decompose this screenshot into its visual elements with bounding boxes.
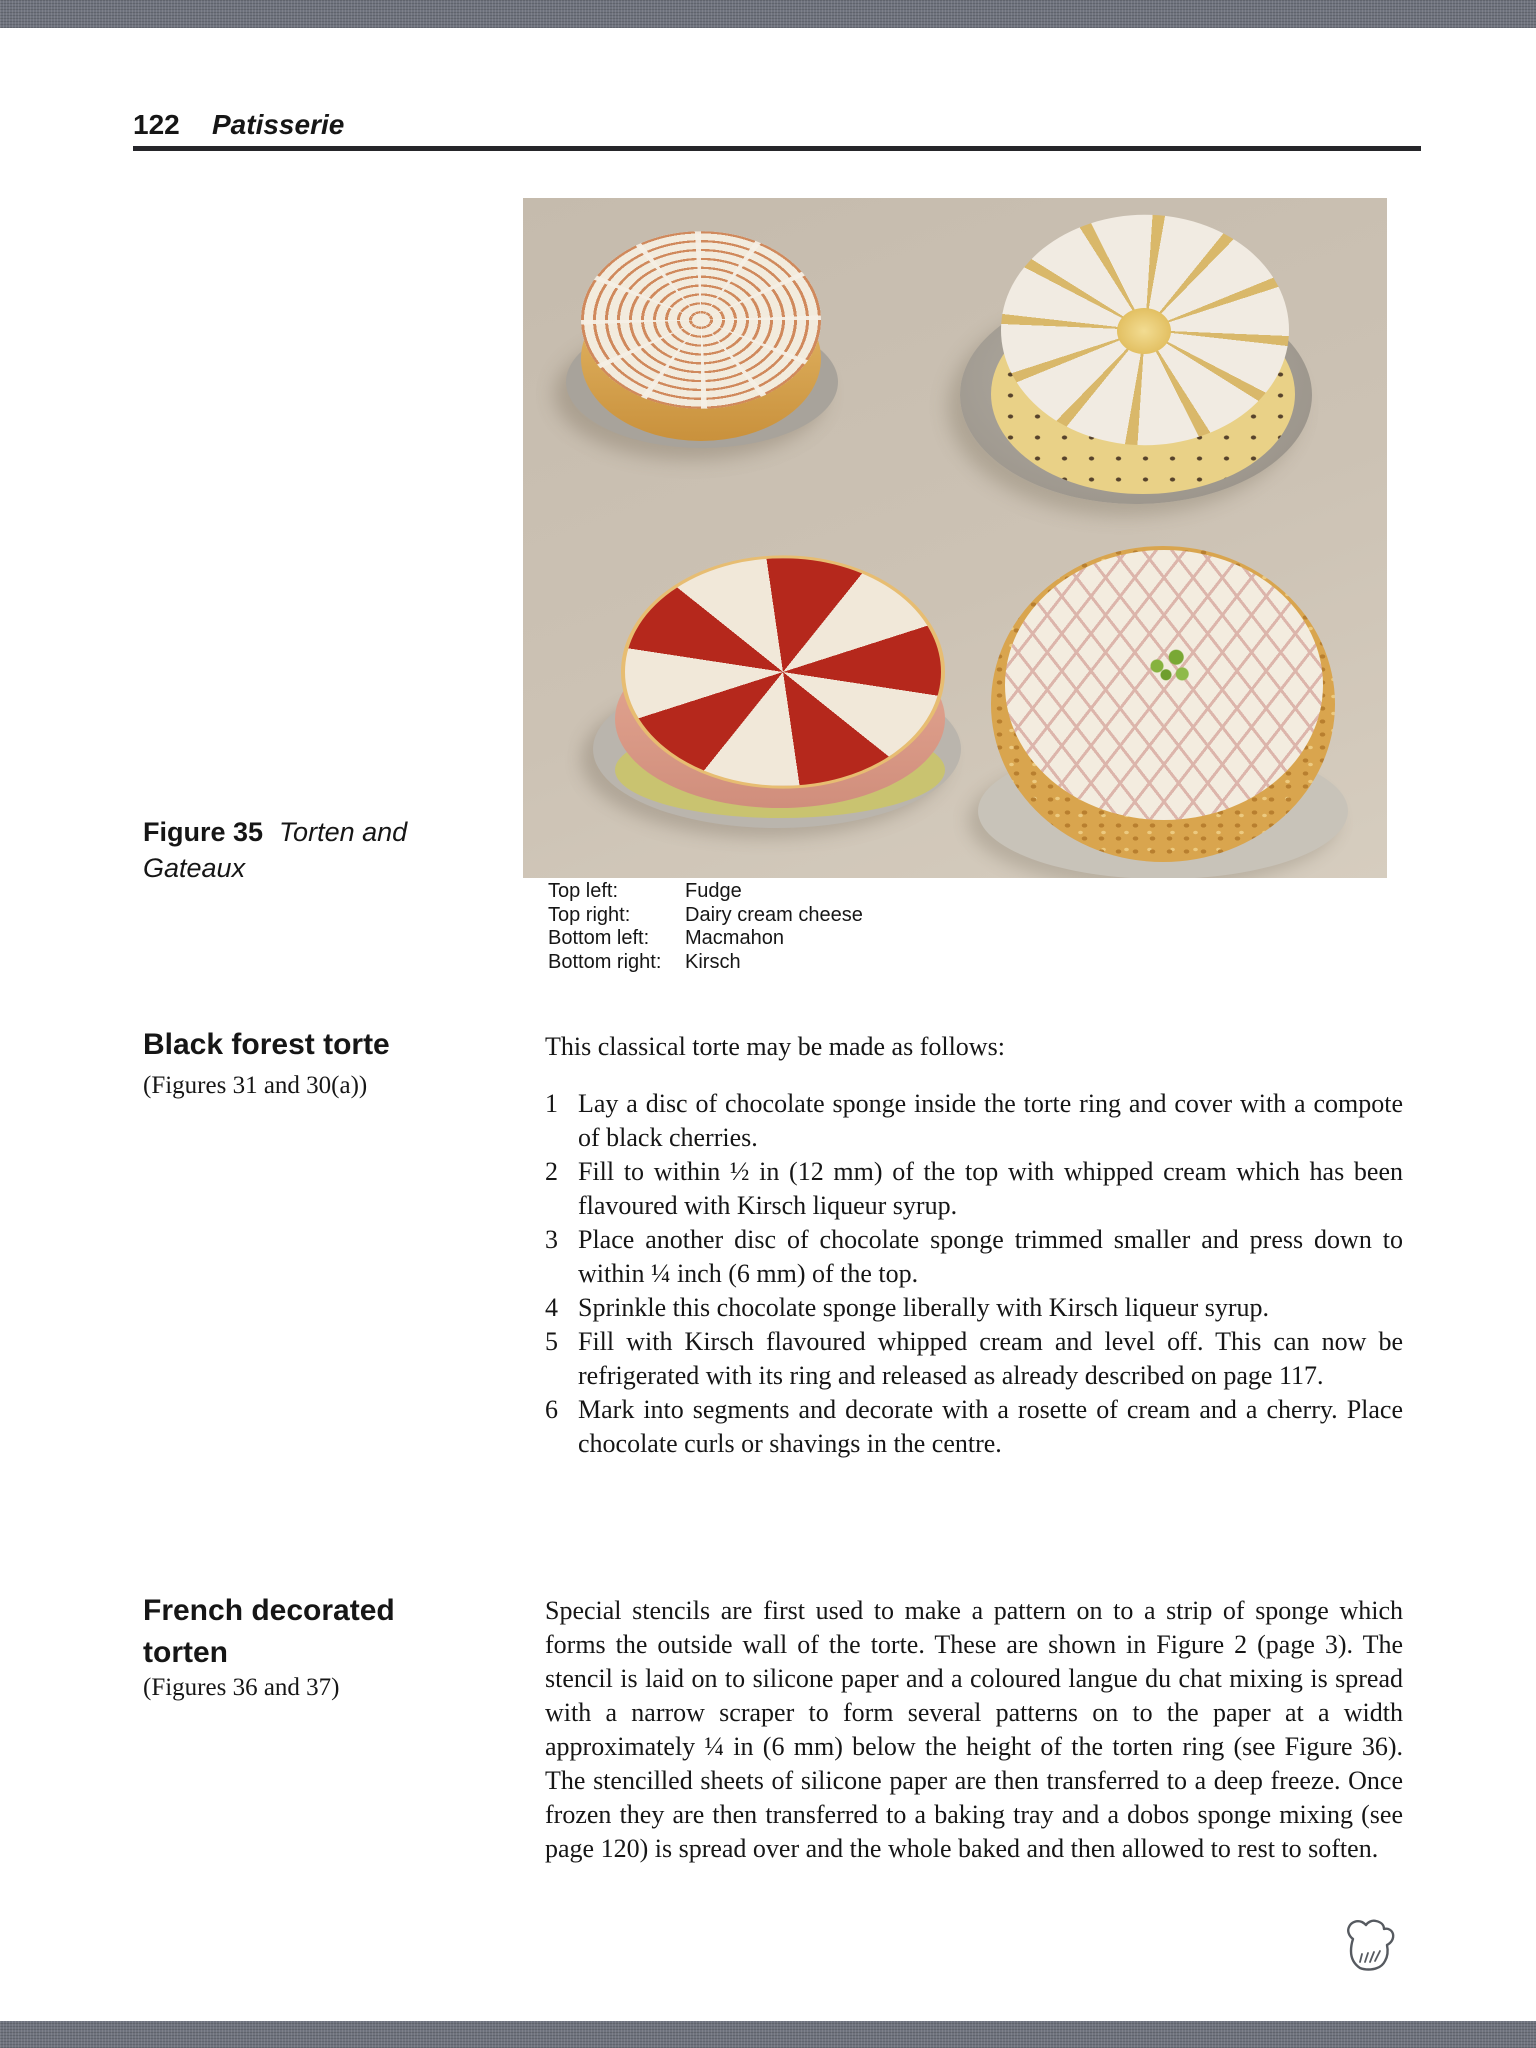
section-body-french-decorated xyxy=(545,1594,1403,1866)
method-step-text: Fill with Kirsch flavoured whipped cream and level off. This can now be refrigerated with its ring and released as already described on page 117. xyxy=(578,1327,1403,1390)
chef-hat-icon xyxy=(1340,1916,1402,1976)
method-step xyxy=(545,1223,1403,1291)
scan-frame-bottom-bar xyxy=(0,2021,1536,2048)
cake-pistachio-garnish xyxy=(1139,644,1199,688)
method-step-number: 1 xyxy=(545,1089,558,1118)
method-step-text: Lay a disc of chocolate sponge inside the torte ring and cover with a compote of black cherries. xyxy=(578,1089,1403,1152)
page-number: 122 xyxy=(133,109,180,140)
section-subheading-figures-36: (Figures 36 and 37) xyxy=(143,1674,340,1701)
method-step-number: 4 xyxy=(545,1293,558,1322)
cake-top-spiral-pattern xyxy=(581,231,821,409)
method-step-text: Fill to within ½ in (12 mm) of the top with whipped cream which has been flavoured with Kirsch liqueur syrup. xyxy=(578,1157,1403,1220)
section-body-black-forest xyxy=(545,1030,1403,1461)
black-forest-steps xyxy=(545,1087,1403,1461)
black-forest-intro: This classical torte may be made as follows: xyxy=(545,1032,1005,1061)
french-decorated-paragraph: Special stencils are first used to make a pattern on to a strip of sponge which forms the outside wall of the torte. These are shown in Figure 2 (page 3). The stencil is laid on to silicone paper and a coloured langue du chat mixing is spread with a narrow scraper to form several patterns on to the paper at a width approximately ¼ in (6 mm) below the height of the torten ring (see Figure 36). The stencilled sheets of silicone paper are then transferred to a deep freeze. Once frozen they are then transferred to a baking tray and a dobos sponge mixing (see page 120) is spread over and the whole baked and then allowed to rest to soften. xyxy=(545,1596,1403,1863)
section-heading-black-forest-torte: Black forest torte xyxy=(143,1028,390,1061)
running-title: Patisserie xyxy=(212,109,345,140)
scan-frame-top-bar xyxy=(0,0,1536,28)
method-step-number: 5 xyxy=(545,1327,558,1356)
photo-caption-cake-name: Kirsch xyxy=(685,950,741,973)
header-rule xyxy=(133,146,1421,151)
method-step-number: 6 xyxy=(545,1395,558,1424)
photo-caption-row xyxy=(548,880,863,904)
method-step-number: 3 xyxy=(545,1225,558,1254)
method-step xyxy=(545,1393,1403,1461)
photo-caption-row xyxy=(548,904,863,928)
cake-top-pinwheel-pattern xyxy=(621,555,945,788)
photo-caption-cake-name: Macmahon xyxy=(685,927,784,949)
photo-caption-list xyxy=(548,880,863,974)
photo-caption-cake-name: Dairy cream cheese xyxy=(685,903,863,926)
section-subheading-figures-31: (Figures 31 and 30(a)) xyxy=(143,1072,368,1099)
figure-35-photo xyxy=(523,198,1387,878)
method-step-text: Mark into segments and decorate with a rosette of cream and a cherry. Place chocolate curls or shavings in the centre. xyxy=(578,1395,1403,1458)
cake-center-rosette xyxy=(1117,308,1171,354)
photo-caption-position-label: Bottom right: xyxy=(548,950,662,973)
figure-caption xyxy=(143,814,443,886)
method-step-number: 2 xyxy=(545,1157,558,1186)
method-step xyxy=(545,1325,1403,1393)
photo-caption-cake-name: Fudge xyxy=(685,880,742,902)
photo-caption-position-label: Bottom left: xyxy=(548,927,650,949)
photo-caption-row xyxy=(548,927,863,951)
photo-caption-row xyxy=(548,951,863,975)
photo-caption-position-label: Top right: xyxy=(548,903,631,926)
photo-caption-position-label: Top left: xyxy=(548,880,619,902)
figure-caption-label: Figure 35 xyxy=(143,817,264,847)
method-step xyxy=(545,1155,1403,1223)
method-step xyxy=(545,1291,1403,1325)
method-step xyxy=(545,1087,1403,1155)
section-heading-french-decorated-torten: French decorated torten xyxy=(143,1594,395,1669)
method-step-text: Place another disc of chocolate sponge trimmed smaller and press down to within ¼ inch (6 mm) of the top. xyxy=(578,1225,1403,1288)
method-step-text: Sprinkle this chocolate sponge liberally with Kirsch liqueur syrup. xyxy=(578,1293,1270,1322)
figure-caption-title: Torten and Gateaux xyxy=(143,817,408,883)
